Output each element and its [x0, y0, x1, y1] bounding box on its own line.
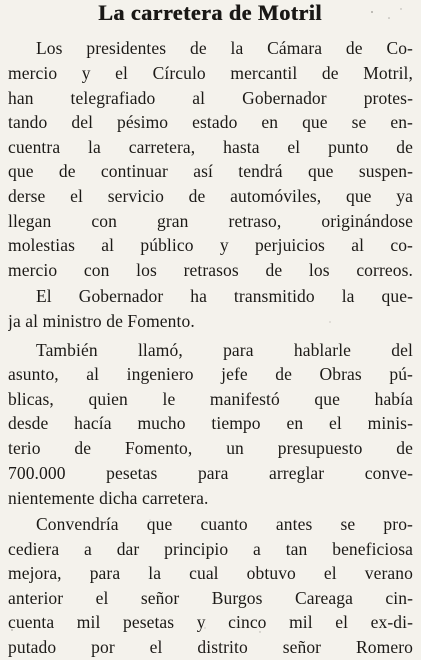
article-line: molestias al público y perjuicios al co-: [8, 235, 413, 255]
article-line: Convendría que cuanto antes se pro-: [36, 514, 413, 534]
article-line: anterior el señor Burgos Careaga cin-: [8, 588, 413, 608]
article-line: han telegrafiado al Gobernador protes-: [8, 88, 413, 108]
article-line: ja al ministro de Fomento.: [8, 311, 195, 331]
article-line: mercio y el Círculo mercantil de Motril,: [8, 63, 413, 83]
article-line: cuentra la carretera, hasta el punto de: [8, 137, 413, 157]
article-line: mejora, para la cual obtuvo el verano: [8, 563, 413, 583]
article-line: asunto, al ingeniero jefe de Obras pú-: [8, 364, 413, 384]
article-line: nientemente dicha carretera.: [8, 488, 209, 508]
article-line: putado por el distrito señor Romero: [8, 637, 413, 657]
article-line: Los presidentes de la Cámara de Co-: [36, 38, 413, 58]
article-line: tando del pésimo estado en que se en-: [8, 112, 413, 132]
article-line: 700.000 pesetas para arreglar conve-: [8, 463, 413, 483]
article-line: cuenta mil pesetas y cinco mil el ex-di-: [8, 612, 413, 632]
article-line: También llamó, para hablarle del: [36, 340, 413, 360]
article-line: blicas, quien le manifestó que había: [8, 389, 413, 409]
article-line: mercio con los retrasos de los correos.: [8, 260, 413, 280]
article-headline: La carretera de Motril: [98, 0, 322, 25]
article-line: llegan con gran retraso, originándose: [8, 211, 413, 231]
article-line: cediera a dar principio a tan beneficiosa: [8, 539, 413, 559]
article-line: terio de Fomento, un presupuesto de: [8, 438, 413, 458]
article-line: derse el servicio de automóviles, que ya: [8, 186, 413, 206]
article-line: que de continuar así tendrá que suspen-: [8, 161, 413, 181]
article-line: desde hacía mucho tiempo en el minis-: [8, 413, 413, 433]
article-line: El Gobernador ha transmitido la que-: [36, 286, 413, 306]
